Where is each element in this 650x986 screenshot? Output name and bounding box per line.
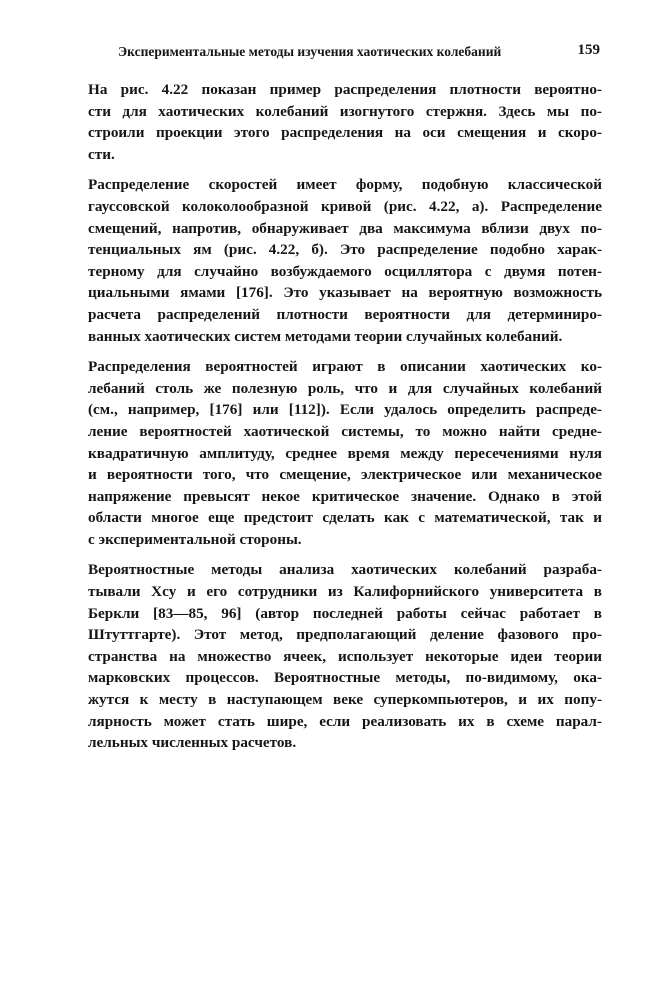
paragraph-1 xyxy=(88,79,602,165)
text-line: лельных численных расчетов. xyxy=(88,734,297,752)
running-title: Экспериментальные методы изучения хаотических колебаний xyxy=(118,44,502,59)
text-line: ление вероятностей хаотической системы, то можно найти средне- xyxy=(88,422,602,440)
body-text xyxy=(88,79,602,763)
text-line: лебаний столь же полезную роль, что и для случайных колебаний xyxy=(88,379,602,397)
text-line: Вероятностные методы анализа хаотических колебаний разраба- xyxy=(88,561,602,579)
text-line: квадратичную амплитуду, среднее время между пересечениями нуля xyxy=(88,444,602,462)
text-line: гауссовской колоколообразной кривой (рис. 4.22, а). Распределение xyxy=(88,197,602,215)
text-line: циальными ямами [176]. Это указывает на вероятную возможность xyxy=(88,284,602,302)
text-line: тенциальных ям (рис. 4.22, б). Это распределение подобно харак- xyxy=(88,241,602,259)
text-line: области многое еще предстоит сделать как с математической, так и xyxy=(88,509,602,527)
running-header xyxy=(118,44,600,64)
text-line: строили проекции этого распределения на оси смещения и скоро- xyxy=(88,124,602,142)
text-line: марковских процессов. Вероятностные методы, по-видимому, ока- xyxy=(88,669,602,687)
paragraph-3 xyxy=(88,356,602,550)
text-line: напряжение превысят некое критическое значение. Однако в этой xyxy=(88,487,602,505)
text-line: ванных хаотических систем методами теории случайных колебаний. xyxy=(88,327,563,345)
text-line: На рис. 4.22 показан пример распределения плотности вероятно- xyxy=(88,81,602,98)
paragraph-4 xyxy=(88,559,602,753)
text-line: расчета распределений плотности вероятности для детерминиро- xyxy=(88,305,602,323)
text-line: жутся к месту в наступающем веке суперкомпьютеров, и их попу- xyxy=(88,691,602,709)
text-line: Беркли [83—85, 96] (автор последней работы сейчас работает в xyxy=(88,604,602,622)
text-line: (см., например, [176] или [112]). Если удалось определить распреде- xyxy=(88,401,602,419)
text-line: сти для хаотических колебаний изогнутого стержня. Здесь мы по- xyxy=(88,102,602,120)
text-line: лярность может стать шире, если реализовать их в схеме парал- xyxy=(88,712,602,730)
text-line: тывали Хсу и его сотрудники из Калифорнийского университета в xyxy=(88,583,602,601)
text-line: Распределения вероятностей играют в описании хаотических ко- xyxy=(88,358,602,376)
text-line: Штуттгарте). Этот метод, предполагающий деление фазового про- xyxy=(88,626,602,644)
text-line: терному для случайно возбуждаемого осциллятора с двумя потен- xyxy=(88,262,602,280)
text-line: Распределение скоростей имеет форму, подобную классической xyxy=(88,176,602,194)
text-line: странства на множество ячеек, использует некоторые идеи теории xyxy=(88,647,602,665)
text-line: и вероятности того, что смещение, электрическое или механическое xyxy=(88,466,602,484)
text-line: сти. xyxy=(88,145,115,163)
paragraph-2 xyxy=(88,174,602,347)
text-line: с экспериментальной стороны. xyxy=(88,530,302,548)
page-number: 159 xyxy=(577,42,600,58)
text-line: смещений, напротив, обнаруживает два максимума вблизи двух по- xyxy=(88,219,602,237)
